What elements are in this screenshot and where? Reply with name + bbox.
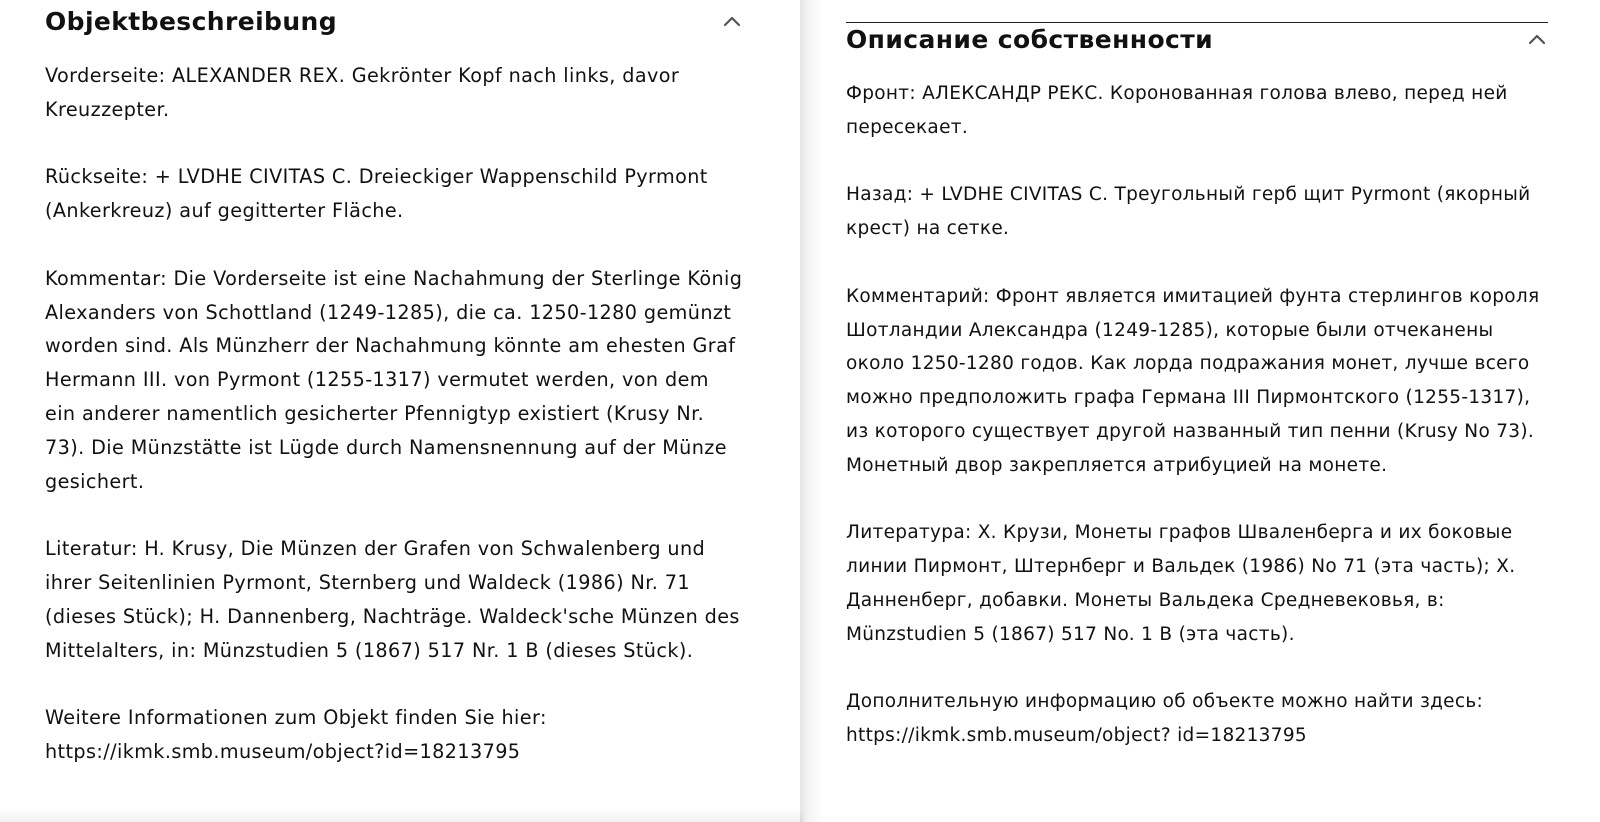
object-description-panel-russian bbox=[803, 0, 1600, 822]
accordion-header[interactable] bbox=[45, 4, 743, 38]
more-info-paragraph bbox=[45, 701, 745, 769]
reverse-paragraph: Rückseite: + LVDHE CIVITAS C. Dreieckiger Wappenschild Pyrmont (Ankerkreuz) auf gegitterter Fläche. bbox=[45, 165, 708, 223]
accordion-header[interactable] bbox=[846, 22, 1548, 56]
right-panel-inner bbox=[846, 22, 1548, 822]
object-link[interactable]: https://ikmk.smb.museum/object? id=18213795 bbox=[846, 725, 1307, 747]
section-title: Описание собственности bbox=[846, 24, 1214, 54]
more-info-label: Weitere Informationen zum Objekt finden Sie hier: bbox=[45, 706, 547, 730]
bottom-fade bbox=[0, 808, 803, 822]
comment-paragraph: Kommentar: Die Vorderseite ist eine Nachahmung der Sterlinge König Alexanders von Schottland (1249-1285), die ca. 1250-1280 gemünzt worden sind. Als Münzherr der Nachahmung könnte am ehesten Graf Hermann III. von Pyrmont (1255-1317) vermutet werden, von dem ein anderer namentlich gesicherter Pfennigtyp existiert (Krusy Nr. 73). Die Münzstätte ist Lügde durch Namensnennung auf der Münze gesichert. bbox=[45, 266, 743, 493]
more-info-label: Дополнительную информацию об объекте можно найти здесь: bbox=[846, 691, 1484, 713]
reverse-paragraph: Назад: + LVDHE CIVITAS C. Треугольный герб щит Pyrmont (якорный крест) на сетке. bbox=[846, 184, 1531, 240]
comment-paragraph: Комментарий: Фронт является имитацией фунта стерлингов короля Шотландии Александра (1249-1285), которые были отчеканены около 1250-1280 годов. Как лорда подражания монет, лучше всего можно предположить графа Германа III Пирмонтского (1255-1317), из которого существует другой названный тип пенни (Krusy No 73). Монетный двор закрепляется атрибуцией на монете. bbox=[846, 285, 1540, 476]
section-title: Objektbeschreibung bbox=[45, 6, 338, 36]
obverse-paragraph: Фронт: АЛЕКСАНДР РЕКС. Коронованная голова влево, перед ней пересекает. bbox=[846, 83, 1508, 138]
description-body bbox=[45, 59, 745, 769]
chevron-up-icon[interactable] bbox=[721, 10, 743, 32]
more-info-paragraph bbox=[846, 685, 1556, 753]
obverse-paragraph: Vorderseite: ALEXANDER REX. Gekrönter Kopf nach links, davor Kreuzzepter. bbox=[45, 64, 680, 121]
description-body bbox=[846, 77, 1556, 753]
object-link[interactable]: https://ikmk.smb.museum/object?id=18213795 bbox=[45, 739, 521, 763]
literature-paragraph: Literatur: H. Krusy, Die Münzen der Grafen von Schwalenberg und ihrer Seitenlinien Pyrmont, Sternberg und Waldeck (1986) Nr. 71 (dieses Stück); H. Dannenberg, Nachträge. Waldeck'sche Münzen des Mittelalters, in: Münzstudien 5 (1867) 517 Nr. 1 B (dieses Stück). bbox=[45, 537, 740, 662]
literature-paragraph: Литература: Х. Крузи, Монеты графов Шваленберга и их боковые линии Пирмонт, Штернберг и Вальдек (1986) No 71 (эта часть); Х. Данненберг, добавки. Монеты Вальдека Средневековья, в: Münzstudien 5 (1867) 517 No. 1 B (эта часть). bbox=[846, 522, 1516, 645]
chevron-up-icon[interactable] bbox=[1526, 28, 1548, 50]
